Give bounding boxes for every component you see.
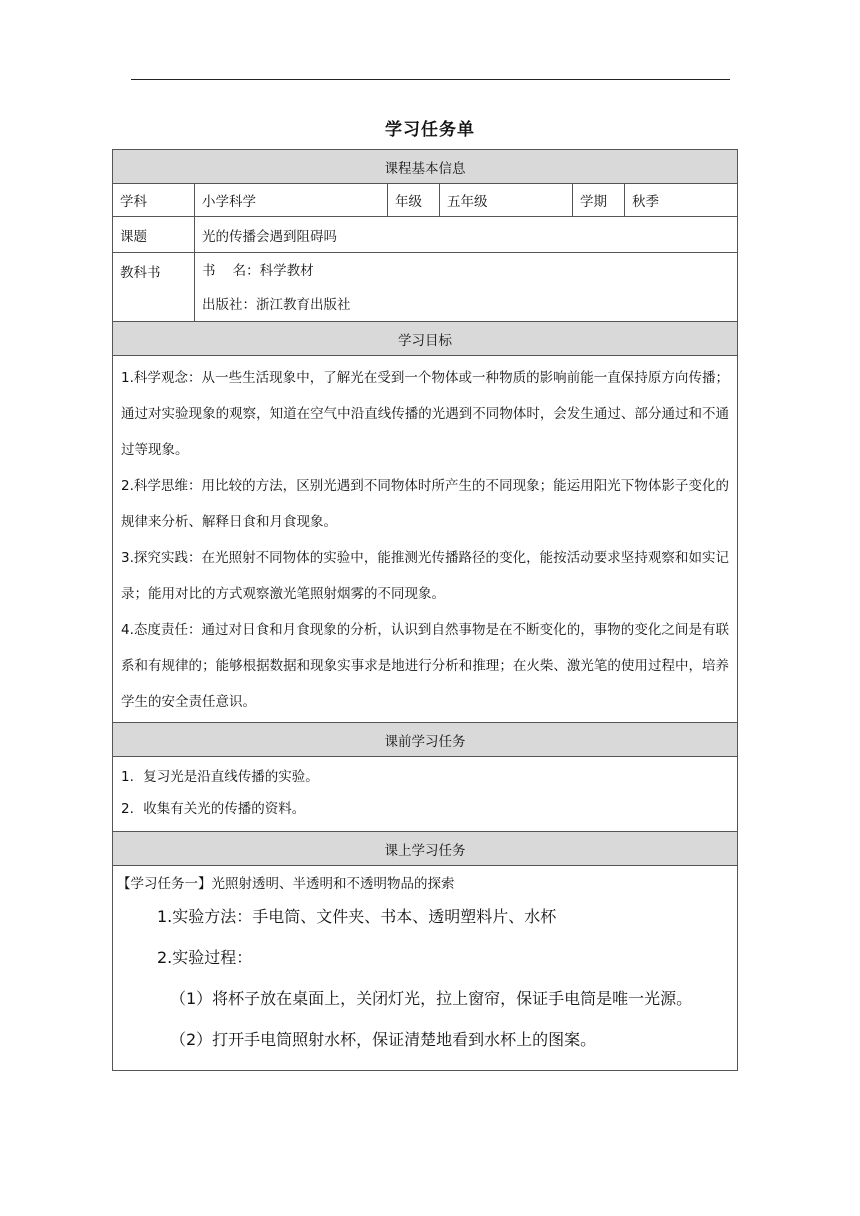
textbook-label: 教科书 bbox=[113, 253, 195, 322]
list-item bbox=[121, 793, 729, 825]
list-item-text: 复习光是沿直线传播的实验。 bbox=[143, 769, 319, 785]
list-item-number: 2. bbox=[121, 801, 134, 817]
section-basic-info: 课程基本信息 bbox=[113, 150, 738, 184]
in-class-content bbox=[113, 866, 738, 1071]
document-title: 学习任务单 bbox=[385, 120, 475, 140]
objective-item: 2.科学思维：用比较的方法，区别光遇到不同物体时所产生的不同现象；能运用阳光下物体影子变化的规律来分析、解释日食和月食现象。 bbox=[121, 478, 729, 530]
objective-item: 1.科学观念：从一些生活现象中，了解光在受到一个物体或一种物质的影响前能一直保持原方向传播；通过对实验现象的观察，知道在空气中沿直线传播的光遇到不同物体时，会发生通过、部分通过和不通过等现象。 bbox=[121, 370, 729, 458]
subject-value: 小学科学 bbox=[195, 184, 388, 217]
topic-value: 光的传播会遇到阻碍吗 bbox=[195, 217, 738, 253]
header-rule bbox=[131, 79, 730, 80]
experiment-step: （1）将杯子放在桌面上，关闭灯光，拉上窗帘，保证手电筒是唯一光源。 bbox=[170, 989, 693, 1008]
objective-item: 4.态度责任：通过对日食和月食现象的分析，认识到自然事物是在不断变化的，事物的变化之间是有联系和有规律的；能够根据数据和现象实事求是地进行分析和推理；在火柴、激光笔的使用过程中，培养学生的安全责任意识。 bbox=[121, 622, 729, 710]
section-objectives: 学习目标 bbox=[113, 322, 738, 356]
section-pre-class: 课前学习任务 bbox=[113, 723, 738, 757]
section-in-class: 课上学习任务 bbox=[113, 832, 738, 866]
list-item-number: 1. bbox=[121, 769, 134, 785]
term-label: 学期 bbox=[573, 184, 625, 217]
list-item-text: 收集有关光的传播的资料。 bbox=[143, 801, 306, 817]
list-item bbox=[121, 761, 729, 793]
term-value: 秋季 bbox=[625, 184, 738, 217]
objectives-content bbox=[113, 356, 738, 723]
subject-label: 学科 bbox=[113, 184, 195, 217]
topic-label: 课题 bbox=[113, 217, 195, 253]
task-one-title: 【学习任务一】光照射透明、半透明和不透明物品的探索 bbox=[117, 876, 455, 892]
pre-class-content bbox=[113, 757, 738, 832]
grade-value: 五年级 bbox=[440, 184, 573, 217]
book-publisher: 出版社：浙江教育出版社 bbox=[202, 297, 351, 313]
task-sheet-table bbox=[112, 149, 738, 1071]
textbook-info bbox=[195, 253, 738, 322]
experiment-step: （2）打开手电筒照射水杯，保证清楚地看到水杯上的图案。 bbox=[170, 1030, 597, 1049]
grade-label: 年级 bbox=[388, 184, 440, 217]
book-name: 书 名：科学教材 bbox=[202, 263, 314, 279]
experiment-process-title: 2.实验过程： bbox=[157, 948, 253, 967]
experiment-method: 1.实验方法：手电筒、文件夹、书本、透明塑料片、水杯 bbox=[157, 907, 557, 926]
objective-item: 3.探究实践：在光照射不同物体的实验中，能推测光传播路径的变化，能按活动要求坚持观察和如实记录；能用对比的方式观察激光笔照射烟雾的不同现象。 bbox=[121, 550, 729, 602]
